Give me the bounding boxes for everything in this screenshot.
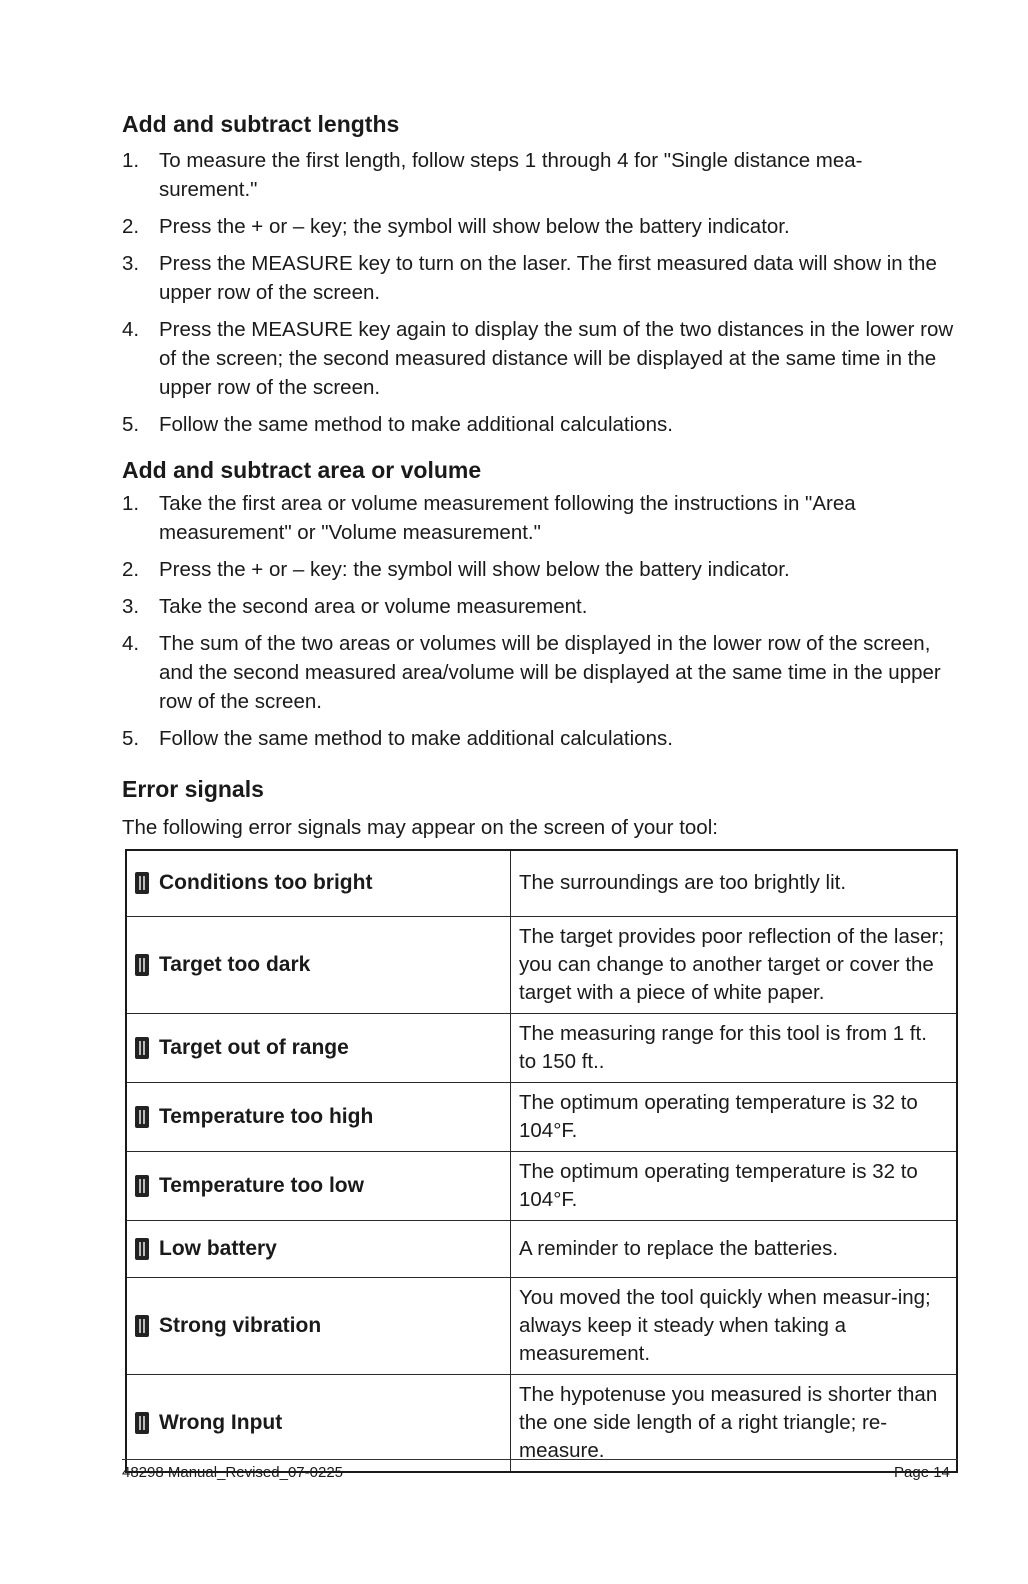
lcd-error-icon [135,1106,149,1128]
lcd-error-icon [135,954,149,976]
table-row [126,1013,957,1082]
table-row [126,1374,957,1472]
error-name: Temperature too low [159,1173,364,1197]
section-heading-add-subtract-lengths: Add and subtract lengths [122,111,400,137]
table-row [126,916,957,1013]
error-description: The target provides poor reflection of the laser; you can change to another target or cover the target with a piece of white paper. [511,916,958,1013]
error-name: Temperature too high [159,1104,374,1128]
list-item: 2. Press the + or – key; the symbol will show below the battery indicator. [122,215,790,238]
lcd-error-icon [135,1175,149,1197]
error-description: The measuring range for this tool is from 1 ft. to 150 ft.. [511,1013,958,1082]
error-signals-intro: The following error signals may appear on the screen of your tool: [122,816,718,839]
table-row [126,1151,957,1220]
section-heading-error-signals: Error signals [122,776,264,802]
list-item: 1. Take the first area or volume measurement following the instructions in "Area measurement" or "Volume measurement." [122,492,856,544]
error-name: Low battery [159,1236,277,1260]
footer-page-number: Page 14 [894,1464,950,1481]
lcd-error-icon [135,1315,149,1337]
error-description: The hypotenuse you measured is shorter than the one side length of a right triangle; re-measure. [511,1374,958,1472]
error-description: The optimum operating temperature is 32 to 104°F. [511,1151,958,1220]
lcd-error-icon [135,1037,149,1059]
error-name: Wrong Input [159,1410,283,1434]
error-name: Target out of range [159,1035,349,1059]
list-item: 5. Follow the same method to make additional calculations. [122,413,673,436]
list-item: 4. The sum of the two areas or volumes will be displayed in the lower row of the screen, and the second measured area/volume will be displayed at the same time in the upper row of the screen. [122,632,941,713]
error-description: The optimum operating temperature is 32 to 104°F. [511,1082,958,1151]
steps-list-area-volume [122,489,960,761]
footer-document-id: 48298 Manual_Revised_07-0225 [122,1464,344,1481]
table-row [126,850,957,916]
section-heading-add-subtract-area-volume: Add and subtract area or volume [122,457,482,483]
error-name: Strong vibration [159,1313,322,1337]
table-row [126,1277,957,1374]
table-row [126,1220,957,1277]
list-item: 5. Follow the same method to make additional calculations. [122,727,673,750]
error-name: Conditions too bright [159,871,373,895]
list-item: 4. Press the MEASURE key again to display the sum of the two distances in the lower row of the screen; the second measured distance will be displayed at the same time in the upper row of the screen. [122,318,954,399]
table-row [126,1082,957,1151]
list-item: 1. To measure the first length, follow steps 1 through 4 for "Single distance mea-surement." [122,149,863,201]
list-item: 3. Take the second area or volume measurement. [122,595,588,618]
list-item: 3. Press the MEASURE key to turn on the laser. The first measured data will show in the upper row of the screen. [122,252,937,304]
error-signals-table [125,849,958,1473]
error-description: The surroundings are too brightly lit. [511,850,958,916]
lcd-error-icon [135,1412,149,1434]
error-description: You moved the tool quickly when measur-ing; always keep it steady when taking a measurement. [511,1277,958,1374]
lcd-error-icon [135,872,149,894]
footer-divider [122,1459,958,1460]
lcd-error-icon [135,1238,149,1260]
steps-list-lengths [122,146,960,447]
error-name: Target too dark [159,952,311,976]
list-item: 2. Press the + or – key: the symbol will show below the battery indicator. [122,558,790,581]
error-description: A reminder to replace the batteries. [511,1220,958,1277]
